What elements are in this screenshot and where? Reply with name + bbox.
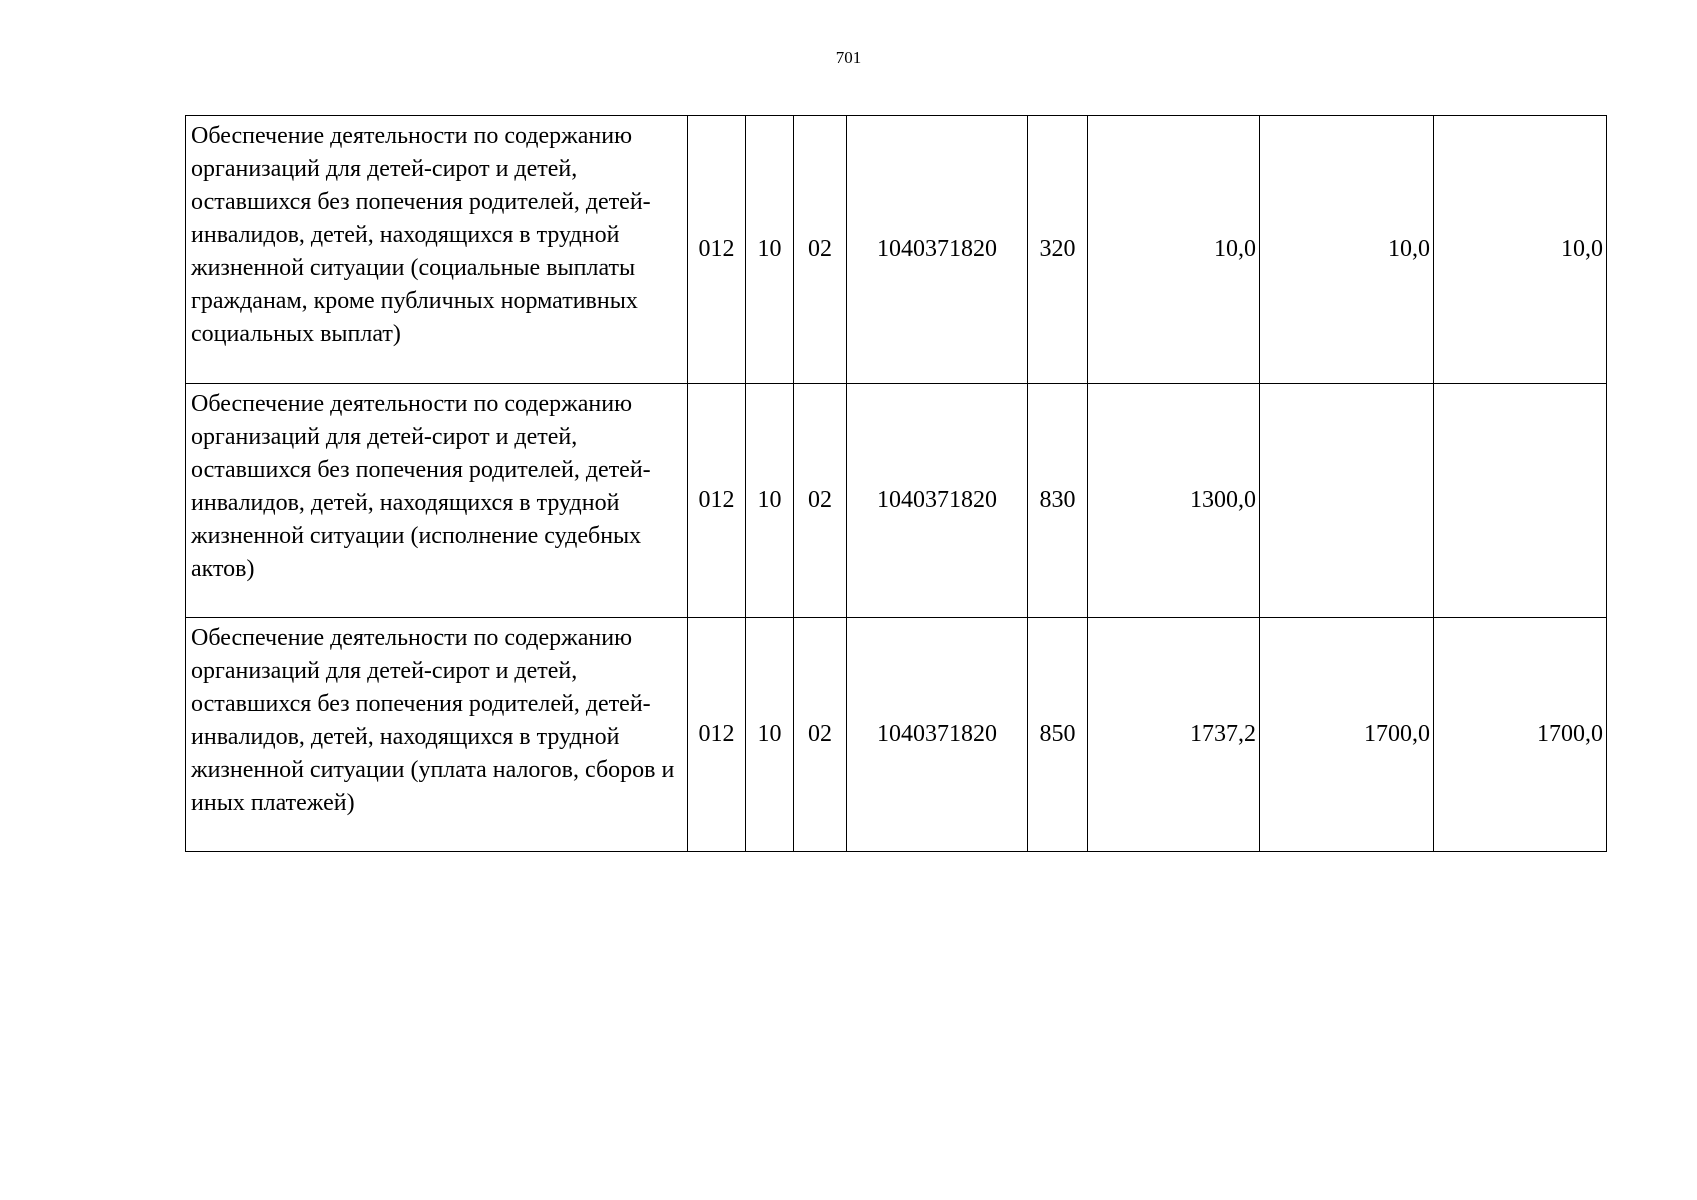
amount-cell: 10,0 [1434, 116, 1607, 384]
amount-cell: 1700,0 [1260, 618, 1434, 852]
target-article-code: 1040371820 [847, 618, 1028, 852]
budget-table [185, 115, 1607, 852]
ministry-code: 012 [688, 116, 746, 384]
expense-description: Обеспечение деятельности по содержанию организаций для детей-сирот и детей, оставшихся без попечения родителей, детей-инвалидов, детей, находящихся в трудной жизненной ситуации (социальные выплаты гражданам, кроме публичных нормативных социальных выплат) [186, 116, 688, 384]
subsection-code: 02 [794, 116, 847, 384]
table-row [186, 618, 1607, 852]
amount-cell: 1300,0 [1088, 384, 1260, 618]
amount-cell [1260, 384, 1434, 618]
amount-cell: 1700,0 [1434, 618, 1607, 852]
page-number: 701 [835, 48, 862, 67]
amount-cell: 10,0 [1088, 116, 1260, 384]
target-article-code: 1040371820 [847, 116, 1028, 384]
table-row [186, 384, 1607, 618]
section-code: 10 [746, 618, 794, 852]
subsection-code: 02 [794, 384, 847, 618]
ministry-code: 012 [688, 618, 746, 852]
expense-description: Обеспечение деятельности по содержанию организаций для детей-сирот и детей, оставшихся без попечения родителей, детей-инвалидов, детей, находящихся в трудной жизненной ситуации (уплата налогов, сборов и иных платежей) [186, 618, 688, 852]
target-article-code: 1040371820 [847, 384, 1028, 618]
amount-cell [1434, 384, 1607, 618]
subsection-code: 02 [794, 618, 847, 852]
expense-type-code: 850 [1028, 618, 1088, 852]
expense-description: Обеспечение деятельности по содержанию организаций для детей-сирот и детей, оставшихся без попечения родителей, детей-инвалидов, детей, находящихся в трудной жизненной ситуации (исполнение судебных актов) [186, 384, 688, 618]
amount-cell: 10,0 [1260, 116, 1434, 384]
section-code: 10 [746, 384, 794, 618]
table-row [186, 116, 1607, 384]
expense-type-code: 320 [1028, 116, 1088, 384]
expense-type-code: 830 [1028, 384, 1088, 618]
amount-cell: 1737,2 [1088, 618, 1260, 852]
ministry-code: 012 [688, 384, 746, 618]
section-code: 10 [746, 116, 794, 384]
